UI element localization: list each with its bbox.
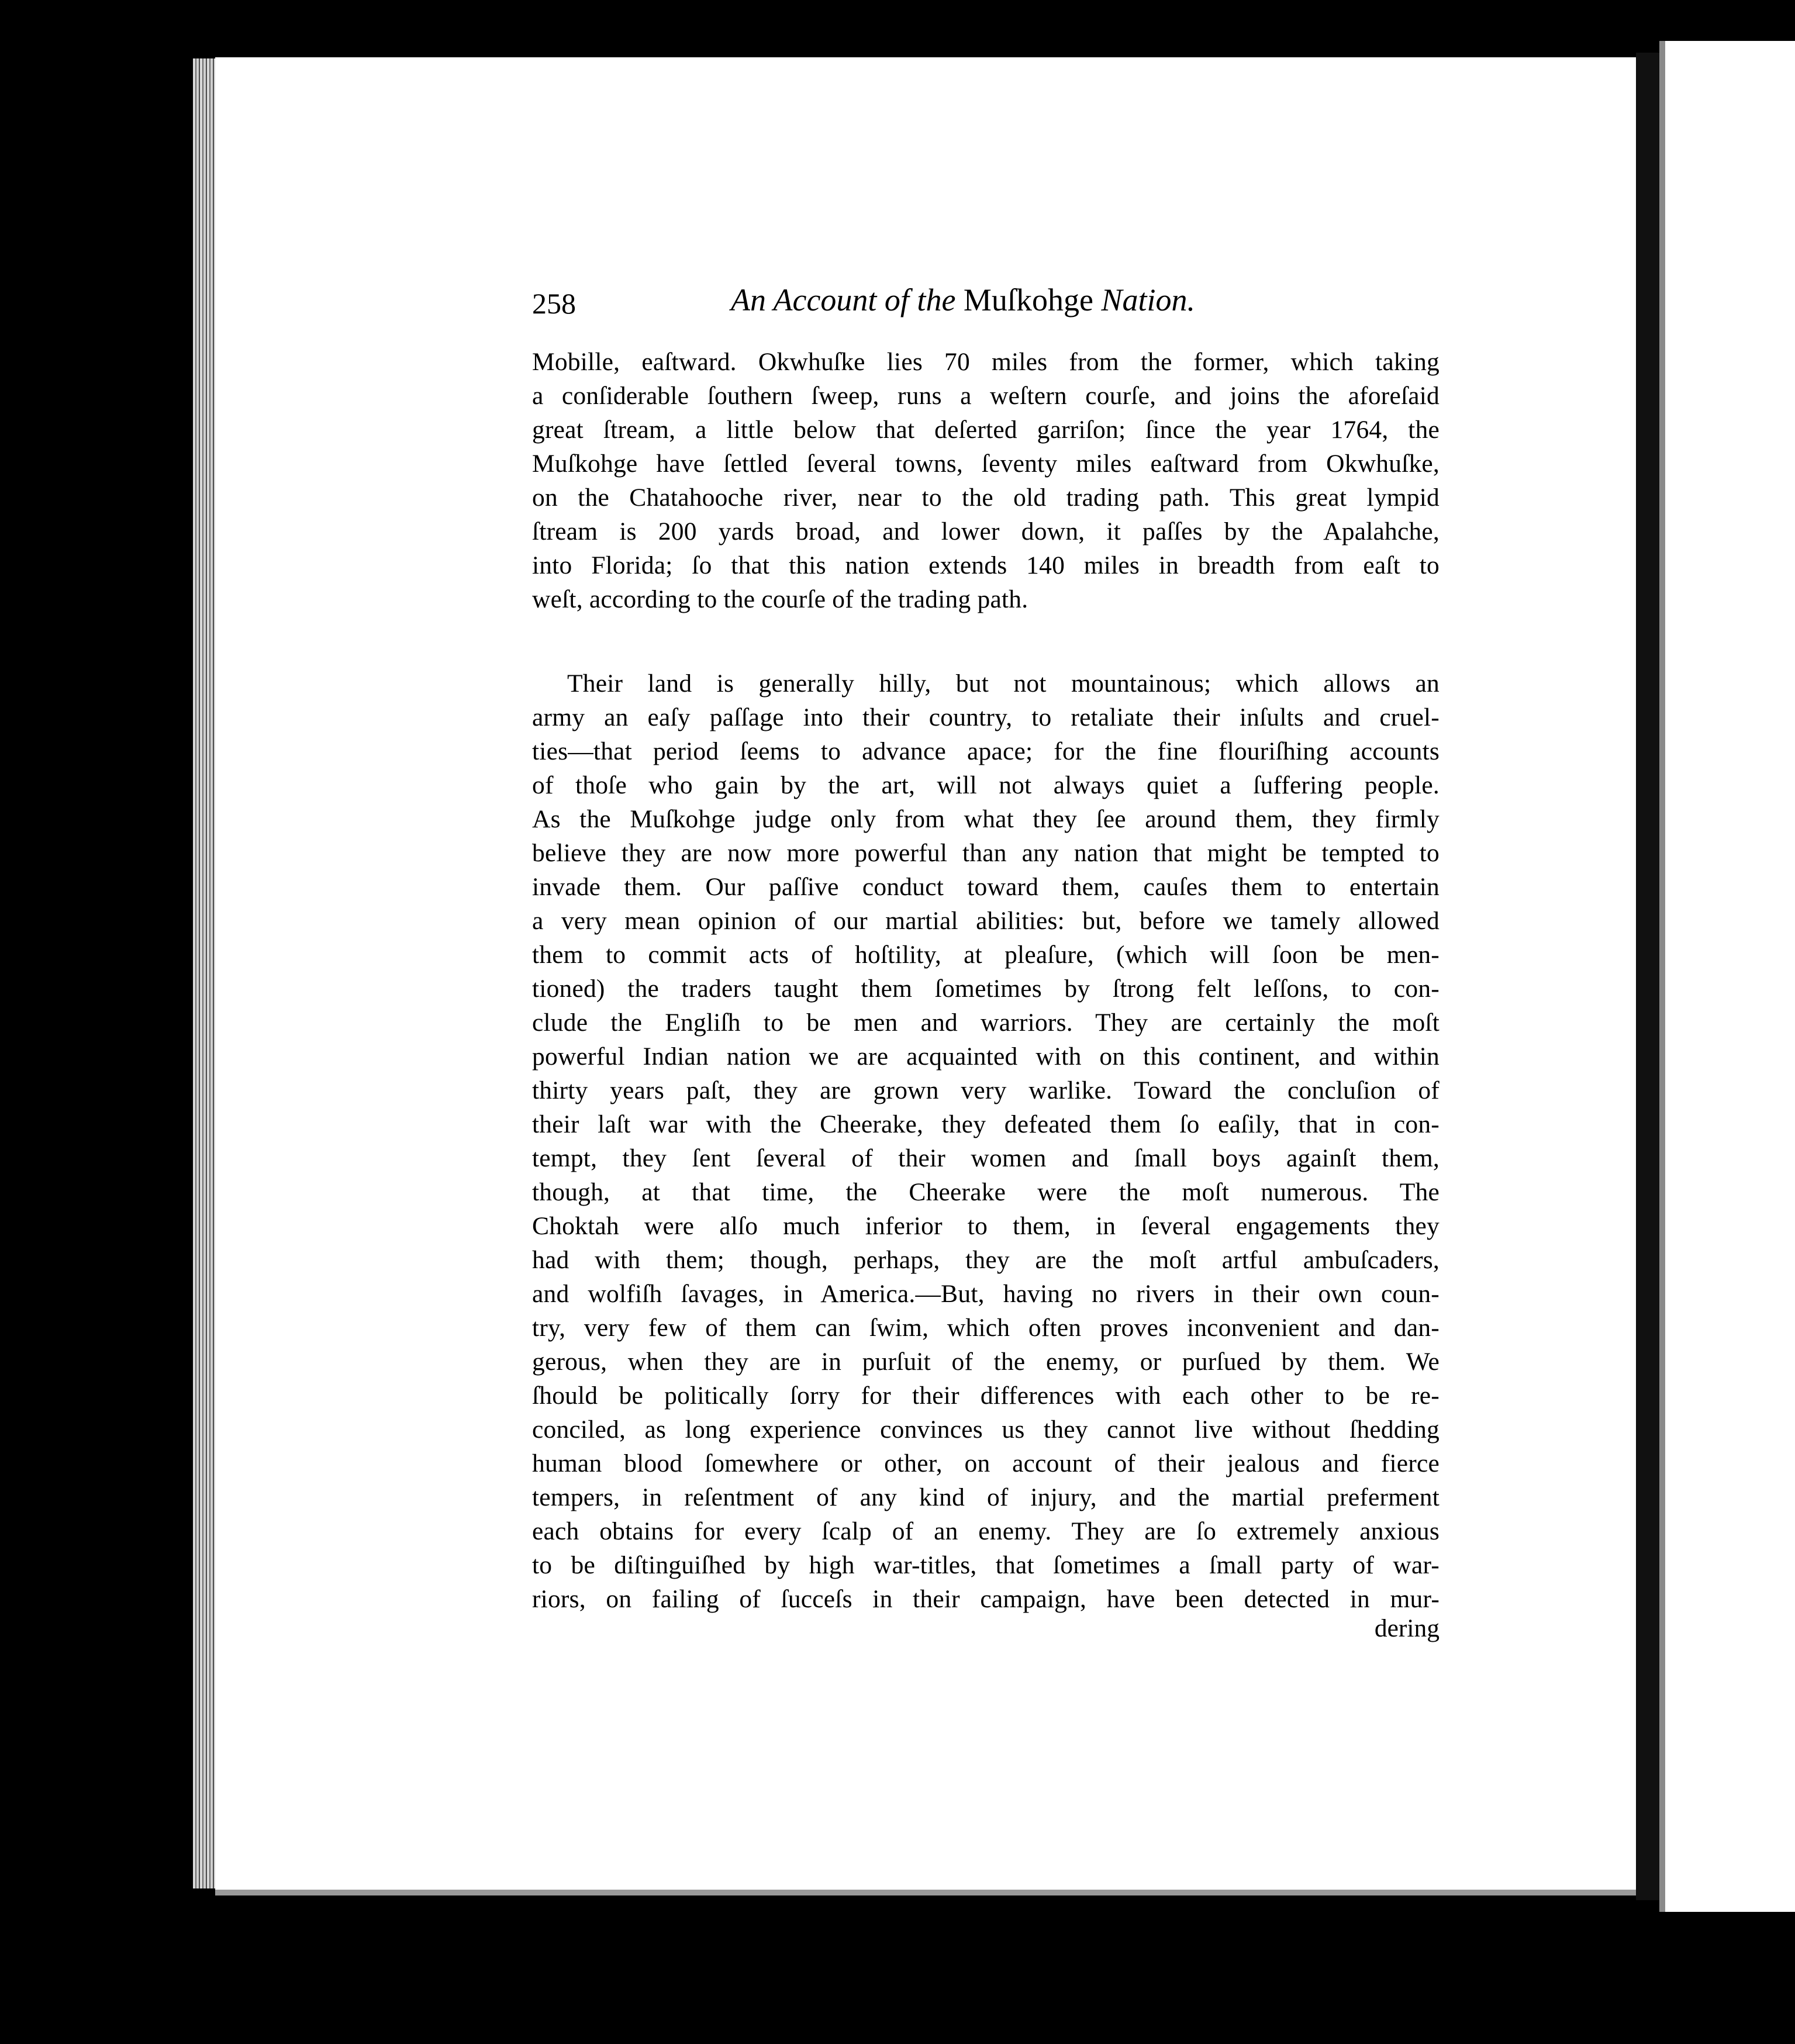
text-line: a conſiderable ſouthern ſweep, runs a weſtern courſe, and joins the aforeſaid — [532, 382, 1440, 410]
text-line: Mobille, eaſtward. Okwhuſke lies 70 miles from the former, which taking — [532, 348, 1440, 376]
running-head-title-italic-end: Nation. — [1101, 282, 1195, 317]
text-line: As the Muſkohge judge only from what they ſee around them, they firmly — [532, 805, 1440, 833]
text-line: had with them; though, perhaps, they are the moſt artful ambuſcaders, — [532, 1246, 1440, 1274]
text-line: army an eaſy paſſage into their country, to retaliate their inſults and cruel- — [532, 703, 1440, 731]
text-line: tempt, they ſent ſeveral of their women and ſmall boys againſt them, — [532, 1144, 1440, 1172]
text-line: thirty years paſt, they are grown very warlike. Toward the concluſion of — [532, 1076, 1440, 1104]
page-edge-bottom — [215, 1890, 1636, 1895]
book-gutter — [1636, 53, 1659, 1900]
text-line: riors, on failing of ſucceſs in their campaign, have been detected in mur- — [532, 1585, 1440, 1613]
paragraph-2 — [532, 667, 1440, 1616]
text-line: powerful Indian nation we are acquainted with on this continent, and within — [532, 1042, 1440, 1071]
text-line: tempers, in reſentment of any kind of injury, and the martial preferment — [532, 1483, 1440, 1511]
text-line: believe they are now more powerful than any nation that might be tempted to — [532, 839, 1440, 867]
text-line: a very mean opinion of our martial abilities: but, before we tamely allowed — [532, 907, 1440, 935]
text-line: ſhould be politically ſorry for their differences with each other to be re- — [532, 1382, 1440, 1410]
text-line: ties—that period ſeems to advance apace; for the fine flouriſhing accounts — [532, 737, 1440, 765]
text-line: them to commit acts of hoſtility, at pleaſure, (which will ſoon be men- — [532, 941, 1440, 969]
text-line: of thoſe who gain by the art, will not always quiet a ſuffering people. — [532, 771, 1440, 799]
text-line: Choktah were alſo much inferior to them, in ſeveral engagements they — [532, 1212, 1440, 1240]
facing-page — [1665, 41, 1795, 1912]
text-line: great ſtream, a little below that deſerted garriſon; ſince the year 1764, the — [532, 416, 1440, 444]
page-edge-left — [193, 58, 215, 1888]
page-number: 258 — [532, 287, 576, 320]
body-text — [532, 345, 1440, 1645]
text-line: into Florida; ſo that this nation extends 140 miles in breadth from eaſt to — [532, 551, 1440, 579]
text-line: ſtream is 200 yards broad, and lower down, it paſſes by the Apalahche, — [532, 517, 1440, 545]
text-line: though, at that time, the Cheerake were the moſt numerous. The — [532, 1178, 1440, 1206]
running-head-title-roman: Muſkohge — [963, 282, 1093, 317]
text-line: invade them. Our paſſive conduct toward them, cauſes them to entertain — [532, 873, 1440, 901]
paragraph-1 — [532, 345, 1440, 616]
text-line: each obtains for every ſcalp of an enemy. They are ſo extremely anxious — [532, 1517, 1440, 1545]
text-line: their laſt war with the Cheerake, they defeated them ſo eaſily, that in con- — [532, 1110, 1440, 1138]
running-head — [532, 275, 1444, 322]
text-line: Muſkohge have ſettled ſeveral towns, ſeventy miles eaſtward from Okwhuſke, — [532, 450, 1440, 478]
facing-page-edge — [1659, 41, 1665, 1912]
text-line: gerous, when they are in purſuit of the enemy, or purſued by them. We — [532, 1348, 1440, 1376]
text-line: tioned) the traders taught them ſometimes by ſtrong felt leſſons, to con- — [532, 975, 1440, 1003]
text-line: and wolfiſh ſavages, in America.—But, having no rivers in their own coun- — [532, 1280, 1440, 1308]
running-head-title-italic: An Account of the — [731, 282, 956, 317]
catchword: dering — [1374, 1614, 1440, 1642]
text-line: to be diſtinguiſhed by high war-titles, that ſometimes a ſmall party of war- — [532, 1551, 1440, 1579]
text-line: weſt, according to the courſe of the trading path. — [532, 585, 1028, 613]
text-line: on the Chatahooche river, near to the old trading path. This great lympid — [532, 484, 1440, 512]
text-line: conciled, as long experience convinces us they cannot live without ſhedding — [532, 1415, 1440, 1444]
running-head-title — [731, 282, 1195, 318]
text-line: human blood ſomewhere or other, on account of their jealous and fierce — [532, 1449, 1440, 1477]
text-line: Their land is generally hilly, but not mountainous; which allows an — [567, 669, 1440, 698]
text-line: clude the Engliſh to be men and warriors. They are certainly the moſt — [532, 1009, 1440, 1037]
text-line: try, very few of them can ſwim, which often proves inconvenient and dan- — [532, 1314, 1440, 1342]
